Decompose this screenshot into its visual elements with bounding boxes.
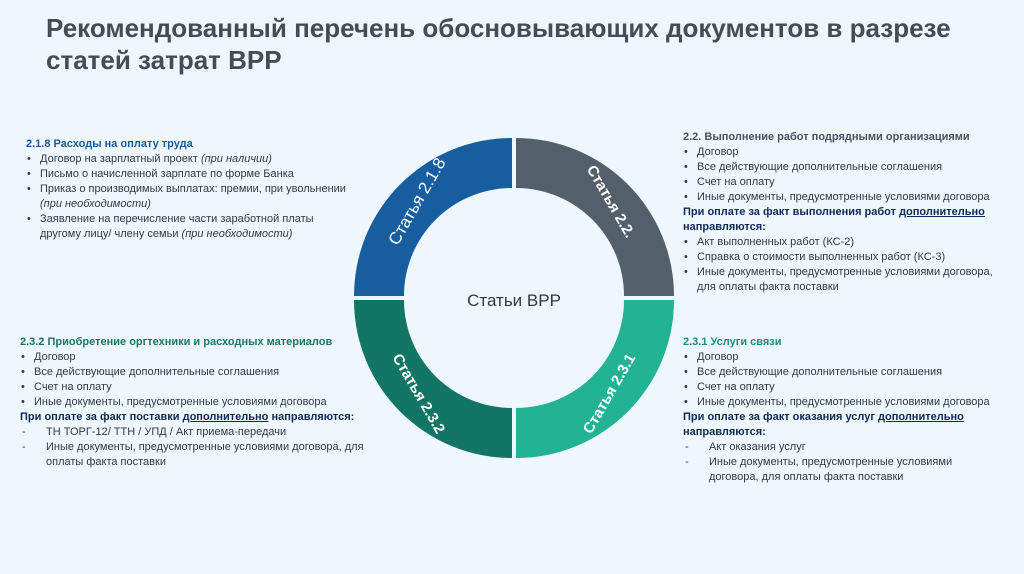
list-item: • Приказ о производимых выплатах: премии, при увольнении (при необходимости) — [26, 182, 356, 212]
list-item: - ТН ТОРГ-12/ ТТН / УПД / Акт приема-передачи — [20, 425, 395, 440]
block-2-1-8 — [26, 137, 356, 242]
list-item: • Иные документы, предусмотренные условиями договора — [20, 395, 395, 410]
segment-2-2 — [516, 138, 674, 296]
list-item: • Акт выполненных работ (КС-2) — [683, 235, 1003, 250]
list-item: • Счет на оплату — [683, 380, 1003, 395]
list-item: • Договор — [683, 350, 1003, 365]
segment-2-2-label: Статья 2.2. — [582, 162, 639, 242]
block-2-3-1 — [683, 335, 1003, 485]
segment-2-3-1-label: Статья 2.3.1 — [579, 350, 640, 437]
block-2-1-8-heading: 2.1.8 Расходы на оплату труда — [26, 138, 193, 150]
list-item: • Письмо о начисленной зарплате по форме Банка — [26, 167, 356, 182]
block-2-3-2 — [20, 335, 395, 470]
block-2-2 — [683, 130, 1003, 295]
list-item: • Иные документы, предусмотренные условиями договора — [683, 395, 1003, 410]
block-2-3-1-note: При оплате за факт оказания услуг дополнительно направляются: — [683, 411, 964, 438]
list-item: • Договор — [683, 145, 1003, 160]
block-2-3-1-heading: 2.3.1 Услуги связи — [683, 336, 782, 348]
list-item: • Справка о стоимости выполненных работ (КС-3) — [683, 250, 1003, 265]
list-item: • Заявление на перечисление части заработной платы другому лицу/ члену семьи (при необходимости) — [26, 212, 356, 242]
block-2-2-note: При оплате за факт выполнения работ дополнительно направляются: — [683, 206, 985, 233]
center-label: Статьи ВРР — [467, 291, 561, 310]
list-item: • Договор — [20, 350, 395, 365]
list-item: • Иные документы, предусмотренные условиями договора — [683, 190, 1003, 205]
list-item: - Иные документы, предусмотренные условиями договора, для оплаты факта поставки — [20, 440, 395, 470]
page-title: Рекомендованный перечень обосновывающих документов в разрезе статей затрат ВРР — [46, 13, 951, 75]
block-2-2-heading: 2.2. Выполнение работ подрядными организациями — [683, 131, 970, 143]
list-item: • Счет на оплату — [683, 175, 1003, 190]
list-item: - Акт оказания услуг — [683, 440, 1003, 455]
segment-2-3-2-label: Статья 2.3.2 — [388, 350, 449, 437]
list-item: - Иные документы, предусмотренные условиями договора, для оплаты факта поставки — [683, 455, 1003, 485]
list-item: • Все действующие дополнительные соглашения — [683, 160, 1003, 175]
list-item: • Иные документы, предусмотренные условиями договора, для оплаты факта поставки — [683, 265, 1003, 295]
list-item: • Все действующие дополнительные соглашения — [683, 365, 1003, 380]
segment-2-1-8-label: Статья 2.1.8 — [384, 154, 450, 249]
list-item: • Счет на оплату — [20, 380, 395, 395]
list-item: • Все действующие дополнительные соглашения — [20, 365, 395, 380]
block-2-3-2-heading: 2.3.2 Приобретение оргтехники и расходных материалов — [20, 336, 333, 348]
block-2-3-2-note: При оплате за факт поставки дополнительно направляются: — [20, 411, 355, 423]
list-item: • Договор на зарплатный проект (при наличии) — [26, 152, 356, 167]
